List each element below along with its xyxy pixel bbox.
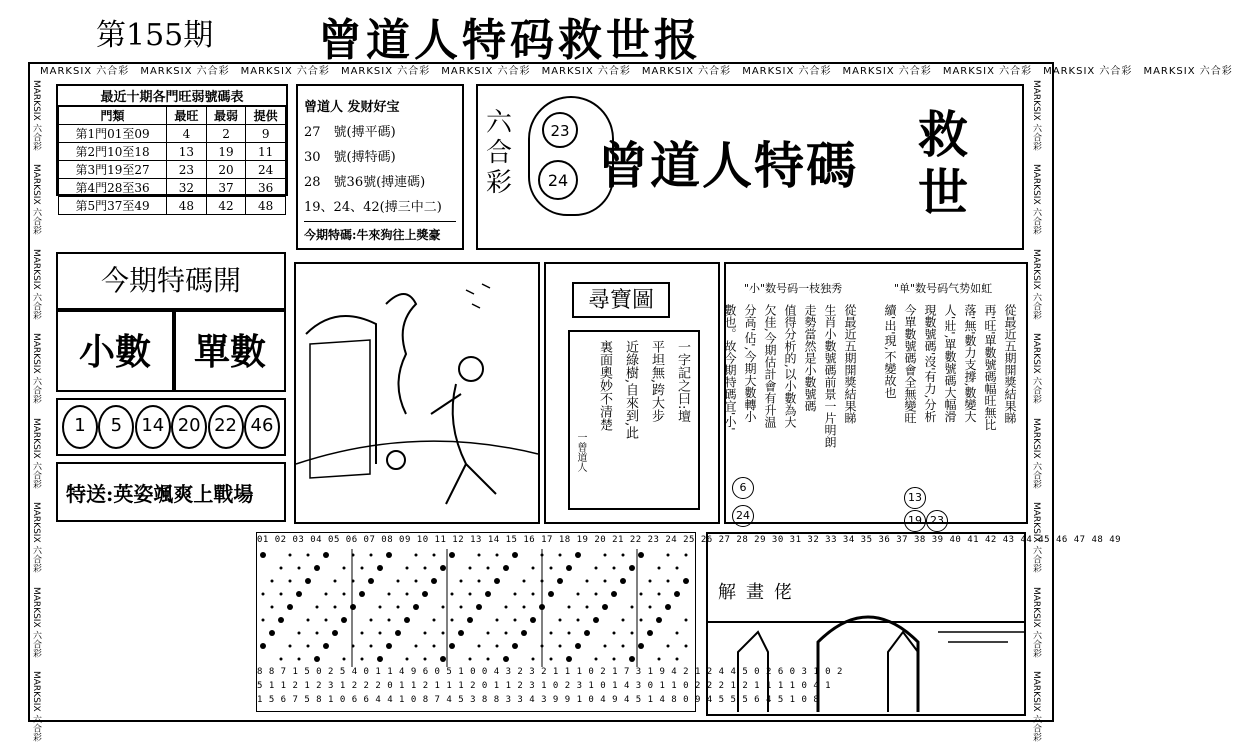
grid-dot [334, 606, 337, 609]
grid-dot [512, 552, 518, 558]
grid-dot [343, 658, 346, 661]
number-ball: 20 [171, 405, 207, 449]
table-cell: 第3門19至27 [59, 161, 167, 179]
grid-dot [629, 656, 635, 662]
number-ball: 1 [62, 405, 98, 449]
analysis-column: 落'無'數力支撐,數變大 [963, 304, 977, 423]
masthead-title: 曾道人特码救世报 [318, 15, 702, 66]
grid-dot [469, 567, 472, 570]
special-numbers [56, 398, 286, 456]
grid-dot [469, 593, 472, 596]
number-ball: 19 [904, 510, 926, 532]
grid-dot [334, 580, 337, 583]
gift-box: 特送:英姿颯爽上戰場 [56, 462, 286, 522]
grid-dot [575, 643, 581, 649]
table-cell: 11 [246, 143, 286, 161]
grid-dot [595, 567, 598, 570]
logo-ball-bottom: 24 [538, 160, 578, 200]
table-cell: 第2門10至18 [59, 143, 167, 161]
grid-dot [262, 619, 265, 622]
riddle-drawing [708, 602, 1024, 714]
number-ball: 6 [732, 477, 754, 499]
grid-dot [361, 632, 364, 635]
number-ball: 5 [98, 405, 134, 449]
grid-dot [638, 552, 644, 558]
treasure-map-box [544, 262, 720, 524]
grid-dot [487, 567, 490, 570]
grid-dot [683, 578, 689, 584]
recommend-box [296, 84, 464, 250]
grid-dot [647, 630, 653, 636]
table-header: 提供 [246, 107, 286, 125]
table-cell: 第1門01至09 [59, 125, 167, 143]
grid-dot [433, 619, 436, 622]
recommend-line-1: 27 號(搏平碼) [304, 125, 396, 140]
grid-dot [449, 643, 455, 649]
grid-dot [514, 619, 517, 622]
recommend-line-3: 28 號36號(搏連碼) [304, 175, 426, 190]
grid-dot [676, 658, 679, 661]
table-header: 門類 [59, 107, 167, 125]
issue-number: 第155期 [96, 18, 214, 53]
grid-dot [503, 656, 509, 662]
grid-dot [413, 604, 419, 610]
table-cell: 24 [246, 161, 286, 179]
recommend-line-2: 30 號(搏特碼) [304, 150, 396, 165]
analysis-column: 今單數號碼會全無變旺 [903, 304, 917, 424]
table-cell: 19 [206, 143, 246, 161]
table-header: 最弱 [206, 107, 246, 125]
table-header: 最旺 [167, 107, 207, 125]
grid-dot [640, 619, 643, 622]
table-cell: 48 [246, 197, 286, 215]
logo-left-text: 六合彩 [486, 108, 513, 198]
grid-dot [496, 619, 499, 622]
recommend-title: 曾道人 发财好宝 [304, 100, 400, 115]
grid-dot [667, 645, 670, 648]
analysis-right-balls [904, 486, 974, 532]
analysis-column: 值得分析的,以小數為大 [783, 304, 797, 428]
grid-dot [406, 593, 409, 596]
grid-dot [469, 658, 472, 661]
grid-dot [613, 658, 616, 661]
grid-dot [442, 606, 445, 609]
grid-dot [559, 645, 562, 648]
grid-dot [685, 619, 688, 622]
riddle-box [706, 532, 1026, 716]
grid-header-row: 01 02 03 04 05 06 07 08 09 10 11 12 13 14 15 16 17 18 19 20 21 22 23 24 25 26 27 28 29 30 31 32 33 34 35 36 37 38 39 40 41 42 43 44 45 46 47 48 49 [257, 535, 1122, 545]
grid-dot [370, 554, 373, 557]
grid-dot [667, 554, 670, 557]
grid-dot [658, 567, 661, 570]
number-ball: 23 [926, 510, 948, 532]
table-row [59, 161, 286, 179]
grid-dot [316, 632, 319, 635]
grid-dot [478, 580, 481, 583]
grid-dot [361, 658, 364, 661]
ten-period-table-box [56, 84, 288, 213]
logo-ball-top: 23 [542, 112, 578, 148]
treasure-title: 尋寶圖 [572, 282, 670, 318]
number-ball: 46 [244, 405, 280, 449]
grid-dot [280, 658, 283, 661]
grid-dot [307, 619, 310, 622]
grid-dot [323, 552, 329, 558]
grid-dot [631, 632, 634, 635]
grid-dot [674, 591, 680, 597]
analysis-column: 數也。故今期特碼宜'小' [723, 304, 737, 431]
grid-dot [341, 617, 347, 623]
keyword-small: 小數 [56, 310, 174, 392]
grid-footer-row-2: 5 1 1 2 1 2 3 1 2 2 2 0 1 1 2 1 1 1 2 0 1 1 2 3 1 0 2 3 1 0 1 4 3 0 1 1 0 2 2 2 1 2 1 1 1 1 0 4 1 [257, 681, 832, 691]
number-ball: 13 [904, 487, 926, 509]
grid-dot [415, 580, 418, 583]
grid-dot [458, 630, 464, 636]
grid-dot [505, 606, 508, 609]
grid-dot [514, 593, 517, 596]
grid-dot [503, 565, 509, 571]
grid-footer-row-1: 8 8 7 1 5 0 2 5 4 0 1 1 4 9 6 0 5 1 0 0 4 3 2 3 2 1 1 1 0 2 1 7 3 1 9 4 2 1 2 4 4 5 0 2 6 0 3 1 0 2 [257, 667, 843, 677]
number-ball: 14 [135, 405, 171, 449]
grid-dot [377, 565, 383, 571]
grid-dot [658, 593, 661, 596]
grid-dot [566, 565, 572, 571]
grid-dot [287, 604, 293, 610]
number-ball: 24 [732, 505, 754, 527]
grid-dot [568, 606, 571, 609]
keyword-odd: 單數 [174, 310, 286, 392]
grid-dot [629, 565, 635, 571]
grid-dot [370, 619, 373, 622]
grid-dot [478, 645, 481, 648]
grid-dot [305, 578, 311, 584]
grid-dot [532, 567, 535, 570]
grid-dot [451, 619, 454, 622]
grid-dot [343, 593, 346, 596]
table-cell: 32 [167, 179, 207, 197]
grid-dot [649, 606, 652, 609]
grid-dot [433, 554, 436, 557]
grid-dot [523, 606, 526, 609]
grid-dot [260, 643, 266, 649]
grid-dot [271, 580, 274, 583]
treasure-line-1: 一字記之曰:壇 [675, 340, 690, 423]
grid-dot [424, 567, 427, 570]
grid-dot [325, 619, 328, 622]
grid-dot [604, 554, 607, 557]
analysis-head-right: "单"数号码气势如虹 [894, 282, 993, 295]
grid-dot [442, 632, 445, 635]
analysis-column: 現數號碼'沒'有力,分析 [923, 304, 937, 423]
grid-dot [613, 567, 616, 570]
analysis-column: 生肖小數號碼前景一片明朗 [823, 304, 837, 448]
grid-dot [388, 619, 391, 622]
grid-dot [550, 658, 553, 661]
grid-dot [521, 630, 527, 636]
grid-dot [595, 593, 598, 596]
grid-dot [368, 578, 374, 584]
grid-dot [611, 591, 617, 597]
treasure-scroll [568, 330, 700, 510]
grid-dot [467, 617, 473, 623]
grid-dot [595, 658, 598, 661]
illustration-box [294, 262, 540, 524]
treasure-signature: 一曾道人 [575, 432, 586, 472]
left-strip: MARKSIX 六合彩 MARKSIX 六合彩 MARKSIX 六合彩 MARKSIX 六合彩 MARKSIX 六合彩 MARKSIX 六合彩 MARKSIX 六合彩 MARKSIX 六合彩 [31, 80, 41, 742]
grid-dot [298, 658, 301, 661]
grid-dot [262, 593, 265, 596]
table-row [59, 179, 286, 197]
grid-dot [487, 632, 490, 635]
grid-dot [496, 554, 499, 557]
grid-dot [370, 645, 373, 648]
table-row [59, 143, 286, 161]
grid-dot [665, 604, 671, 610]
grid-dot [289, 645, 292, 648]
grid-dot [397, 606, 400, 609]
grid-dot [586, 606, 589, 609]
table-cell: 23 [167, 161, 207, 179]
grid-dot [316, 606, 319, 609]
grid-dot [604, 580, 607, 583]
ten-period-table [58, 106, 286, 215]
grid-dot [343, 567, 346, 570]
grid-dot [388, 593, 391, 596]
grid-dot [658, 658, 661, 661]
analysis-head-left: "小"数号码一枝独秀 [744, 282, 843, 295]
grid-dot [676, 632, 679, 635]
grid-dot [667, 580, 670, 583]
grid-dot [496, 645, 499, 648]
grid-dot [332, 630, 338, 636]
number-ball: 22 [208, 405, 244, 449]
grid-dot [350, 604, 356, 610]
table-cell: 37 [206, 179, 246, 197]
grid-dot [487, 658, 490, 661]
grid-dot [532, 593, 535, 596]
grid-dot [494, 578, 500, 584]
table-cell: 20 [206, 161, 246, 179]
analysis-column: 續'出'現,不變故也 [883, 304, 897, 399]
grid-dot [449, 552, 455, 558]
grid-dot [280, 567, 283, 570]
grid-dot [325, 593, 328, 596]
grid-dot [440, 656, 446, 662]
grid-dot [422, 591, 428, 597]
grid-dot [476, 604, 482, 610]
grid-dot [298, 567, 301, 570]
grid-dot [460, 606, 463, 609]
grid-dot [386, 552, 392, 558]
grid-dot [557, 578, 563, 584]
grid-dot [566, 656, 572, 662]
special-title: 今期特碼開 [56, 252, 286, 310]
grid-dot [575, 552, 581, 558]
right-strip: MARKSIX 六合彩 MARKSIX 六合彩 MARKSIX 六合彩 MARKSIX 六合彩 MARKSIX 六合彩 MARKSIX 六合彩 MARKSIX 六合彩 MARKSIX 六合彩 [1031, 80, 1041, 742]
table-cell: 13 [167, 143, 207, 161]
table-cell: 48 [167, 197, 207, 215]
grid-dot [415, 554, 418, 557]
analysis-column: 從最近五期開獎結果睇 [1003, 304, 1017, 424]
grid-dot [622, 554, 625, 557]
logo-box [476, 84, 1024, 250]
grid-dot [613, 632, 616, 635]
grid-dot [604, 645, 607, 648]
grid-dot [406, 658, 409, 661]
grid-dot [271, 606, 274, 609]
grid-dot [397, 580, 400, 583]
grid-dot [314, 565, 320, 571]
grid-dot [424, 632, 427, 635]
grid-dot [620, 578, 626, 584]
grid-dot [530, 617, 536, 623]
grid-dot [289, 580, 292, 583]
grid-dot [631, 606, 634, 609]
grid-dot [314, 656, 320, 662]
grid-dot [593, 617, 599, 623]
top-strip: MARKSIX 六合彩 MARKSIX 六合彩 MARKSIX 六合彩 MARKSIX 六合彩 MARKSIX 六合彩 MARKSIX 六合彩 MARKSIX 六合彩 MARKSIX 六合彩 MARKSIX 六合彩 MARKSIX 六合彩 MARKSIX 六合彩 MARKSIX 六合彩 [40, 66, 1233, 77]
table-cell: 4 [167, 125, 207, 143]
grid-dot [550, 567, 553, 570]
grid-dot [676, 567, 679, 570]
grid-dot [586, 580, 589, 583]
logo-title: 曾道人特碼 [598, 136, 858, 195]
analysis-column: 分高'佔',今期大數轉小 [743, 304, 757, 423]
table-cell: 42 [206, 197, 246, 215]
grid-dot [460, 580, 463, 583]
grid-dot [577, 619, 580, 622]
grid-dot [280, 593, 283, 596]
grid-dot [406, 567, 409, 570]
grid-dot [559, 619, 562, 622]
grid-dot [269, 630, 275, 636]
analysis-box [723, 262, 1028, 527]
table-cell: 第5門37至49 [59, 197, 167, 215]
grid-dot [404, 617, 410, 623]
grid-dot [296, 591, 302, 597]
table-cell: 9 [246, 125, 286, 143]
grid-dot [512, 643, 518, 649]
table-row [59, 125, 286, 143]
grid-dot [278, 617, 284, 623]
grid-dot [602, 604, 608, 610]
grid-dot [307, 645, 310, 648]
table-cell: 2 [206, 125, 246, 143]
analysis-column: 從最近五期開獎結果睇 [843, 304, 857, 424]
grid-dot [622, 619, 625, 622]
grid-dot [622, 645, 625, 648]
table-cell: 36 [246, 179, 286, 197]
riddle-title: 解畫佬 [718, 582, 802, 603]
grid-dot [649, 580, 652, 583]
analysis-column: 再'旺'單數號碼幅旺無比 [983, 304, 997, 431]
logo-big-text: 救世 [918, 105, 968, 222]
table-cell: 第4門28至36 [59, 179, 167, 197]
grid-dot [640, 593, 643, 596]
grid-dot [685, 645, 688, 648]
grid-dot [433, 645, 436, 648]
treasure-line-4: 裏面奧妙不清楚 [597, 340, 612, 431]
grid-dot [395, 630, 401, 636]
grid-dot [584, 630, 590, 636]
grid-dot [638, 643, 644, 649]
grid-dot [379, 606, 382, 609]
table-row [59, 197, 286, 215]
recommend-special: 今期特碼:牛來狗往上獎豪 [304, 221, 456, 243]
grid-dot [548, 591, 554, 597]
grid-dots [257, 549, 695, 667]
grid-dot [685, 554, 688, 557]
analysis-column: 走勢當然是小數號碼 [803, 304, 817, 412]
grid-dot [577, 593, 580, 596]
grid-dot [379, 632, 382, 635]
grid-dot [415, 645, 418, 648]
grid-dot [559, 554, 562, 557]
grid-dot [505, 632, 508, 635]
analysis-left-balls [732, 476, 756, 527]
grid-dot [532, 658, 535, 661]
analysis-column: 欠佳,今期估計會有升温 [763, 304, 777, 428]
grid-dot [260, 552, 266, 558]
grid-dot [289, 554, 292, 557]
recommend-line-4: 19、24、42(搏三中二) [304, 200, 442, 215]
grid-dot [451, 593, 454, 596]
treasure-line-2: 平坦無,跨大步 [649, 340, 664, 423]
grid-dot [386, 643, 392, 649]
grid-dot [307, 554, 310, 557]
grid-dot [323, 643, 329, 649]
grid-dot [478, 554, 481, 557]
grid-dot [550, 632, 553, 635]
grid-dot [440, 565, 446, 571]
ten-period-title: 最近十期各門旺弱號碼表 [58, 86, 286, 106]
grid-dot [431, 578, 437, 584]
grid-footer-row-3: 1 5 6 7 5 8 1 0 6 6 4 4 1 0 8 7 4 5 3 8 8 3 3 4 3 9 9 1 0 4 9 4 5 1 4 8 0 9 4 5 5 5 6 4 5 1 0 8 [257, 695, 820, 705]
grid-dot [377, 656, 383, 662]
grid-dot [568, 632, 571, 635]
treasure-line-3: 近綠樹,自來到,此 [623, 340, 638, 440]
grid-dot [424, 658, 427, 661]
illustration-drawing [296, 264, 538, 522]
grid-dot [361, 567, 364, 570]
grid-dot [656, 617, 662, 623]
grid-dot [523, 580, 526, 583]
grid-dot [485, 591, 491, 597]
analysis-column: 人'壯',單數號碼大幅滑 [943, 304, 957, 423]
grid-dot [359, 591, 365, 597]
grid-dot [298, 632, 301, 635]
